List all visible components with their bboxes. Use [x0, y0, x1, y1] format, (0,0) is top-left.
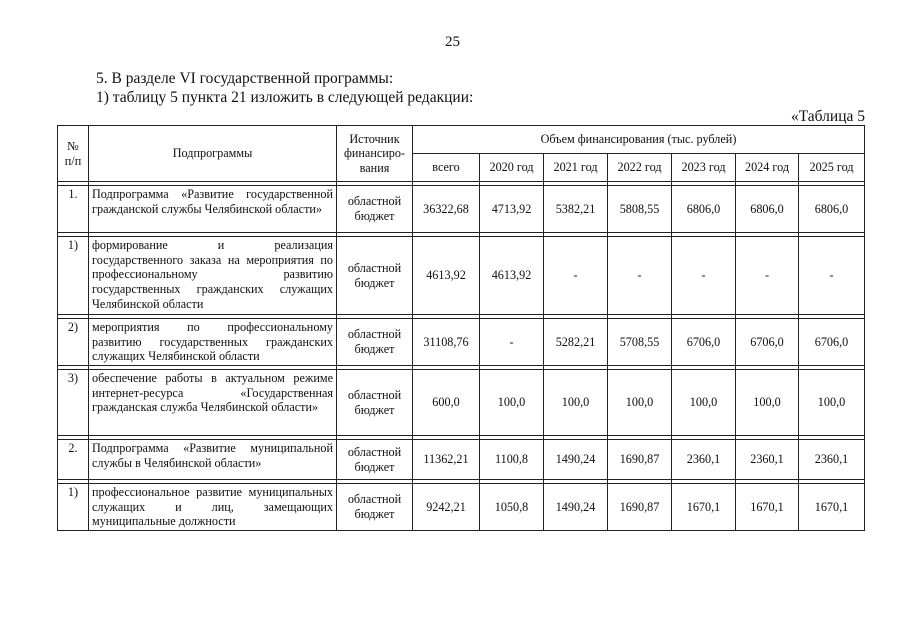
row-number: 2.: [58, 440, 89, 480]
row-name: Подпрограмма «Развитие государственной гражданской службы Челябинской области»: [89, 186, 337, 233]
row-value: 6806,0: [799, 186, 865, 233]
table-body: [58, 182, 865, 531]
row-value: 1490,24: [544, 484, 608, 531]
row-value: 6706,0: [672, 319, 736, 366]
row-value: 1690,87: [608, 440, 672, 480]
row-value: 100,0: [799, 370, 865, 436]
table-row: [58, 370, 865, 436]
row-value: 1050,8: [480, 484, 544, 531]
table-row: [58, 186, 865, 233]
row-source: областной бюджет: [337, 484, 413, 531]
row-value: -: [799, 237, 865, 315]
row-name: мероприятия по профессиональному развитию государственных гражданских служащих Челябинской области: [89, 319, 337, 366]
row-value: 1490,24: [544, 440, 608, 480]
header-source: Источник финансиро-вания: [337, 126, 413, 182]
row-value: 1670,1: [736, 484, 799, 531]
table-row: [58, 319, 865, 366]
row-value: 4713,92: [480, 186, 544, 233]
header-no: № п/п: [58, 126, 89, 182]
row-value: 5808,55: [608, 186, 672, 233]
row-value: 5708,55: [608, 319, 672, 366]
header-year: 2020 год: [480, 154, 544, 182]
row-source: областной бюджет: [337, 319, 413, 366]
row-name: обеспечение работы в актуальном режиме интернет-ресурса «Государственная гражданская служба Челябинской области»: [89, 370, 337, 436]
row-value: 6806,0: [736, 186, 799, 233]
row-value: 31108,76: [413, 319, 480, 366]
row-value: 100,0: [480, 370, 544, 436]
row-number: 1.: [58, 186, 89, 233]
table-row: [58, 440, 865, 480]
row-number: 2): [58, 319, 89, 366]
row-value: 1690,87: [608, 484, 672, 531]
header-year: 2021 год: [544, 154, 608, 182]
row-value: 6806,0: [672, 186, 736, 233]
table-row: [58, 484, 865, 531]
row-value: -: [736, 237, 799, 315]
row-value: 11362,21: [413, 440, 480, 480]
row-value: -: [480, 319, 544, 366]
row-number: 1): [58, 484, 89, 531]
row-value: 9242,21: [413, 484, 480, 531]
header-year: 2024 год: [736, 154, 799, 182]
row-value: 5282,21: [544, 319, 608, 366]
row-name: Подпрограмма «Развитие муниципальной службы в Челябинской области»: [89, 440, 337, 480]
row-value: 6706,0: [799, 319, 865, 366]
row-value: 100,0: [544, 370, 608, 436]
financing-table: [57, 125, 865, 531]
row-value: 1670,1: [672, 484, 736, 531]
header-year: всего: [413, 154, 480, 182]
row-value: 2360,1: [799, 440, 865, 480]
row-value: 100,0: [608, 370, 672, 436]
row-value: 2360,1: [736, 440, 799, 480]
row-value: 36322,68: [413, 186, 480, 233]
row-value: 1670,1: [799, 484, 865, 531]
row-value: 2360,1: [672, 440, 736, 480]
row-source: областной бюджет: [337, 186, 413, 233]
row-value: 100,0: [672, 370, 736, 436]
header-subprograms: Подпрограммы: [89, 126, 337, 182]
row-name: профессиональное развитие муниципальных служащих и лиц, замещающих муниципальные должности: [89, 484, 337, 531]
row-value: 100,0: [736, 370, 799, 436]
row-value: 5382,21: [544, 186, 608, 233]
header-volume: Объем финансирования (тыс. рублей): [413, 126, 865, 154]
table-row: [58, 237, 865, 315]
row-value: 4613,92: [413, 237, 480, 315]
row-value: 1100,8: [480, 440, 544, 480]
page-number: 25: [445, 34, 460, 50]
row-source: областной бюджет: [337, 237, 413, 315]
row-value: -: [544, 237, 608, 315]
row-value: 4613,92: [480, 237, 544, 315]
row-value: 6706,0: [736, 319, 799, 366]
header-year: 2023 год: [672, 154, 736, 182]
header-year: 2025 год: [799, 154, 865, 182]
intro-line-1: 5. В разделе VI государственной программы:: [96, 70, 394, 87]
row-value: 600,0: [413, 370, 480, 436]
row-source: областной бюджет: [337, 370, 413, 436]
row-number: 1): [58, 237, 89, 315]
row-number: 3): [58, 370, 89, 436]
header-year: 2022 год: [608, 154, 672, 182]
row-value: -: [672, 237, 736, 315]
row-source: областной бюджет: [337, 440, 413, 480]
row-value: -: [608, 237, 672, 315]
table-caption: «Таблица 5: [790, 108, 865, 125]
intro-line-2: 1) таблицу 5 пункта 21 изложить в следующей редакции:: [96, 89, 474, 106]
row-name: формирование и реализация государственного заказа на мероприятия по профессиональному развитию государственных гражданских служащих Челябинской области: [89, 237, 337, 315]
